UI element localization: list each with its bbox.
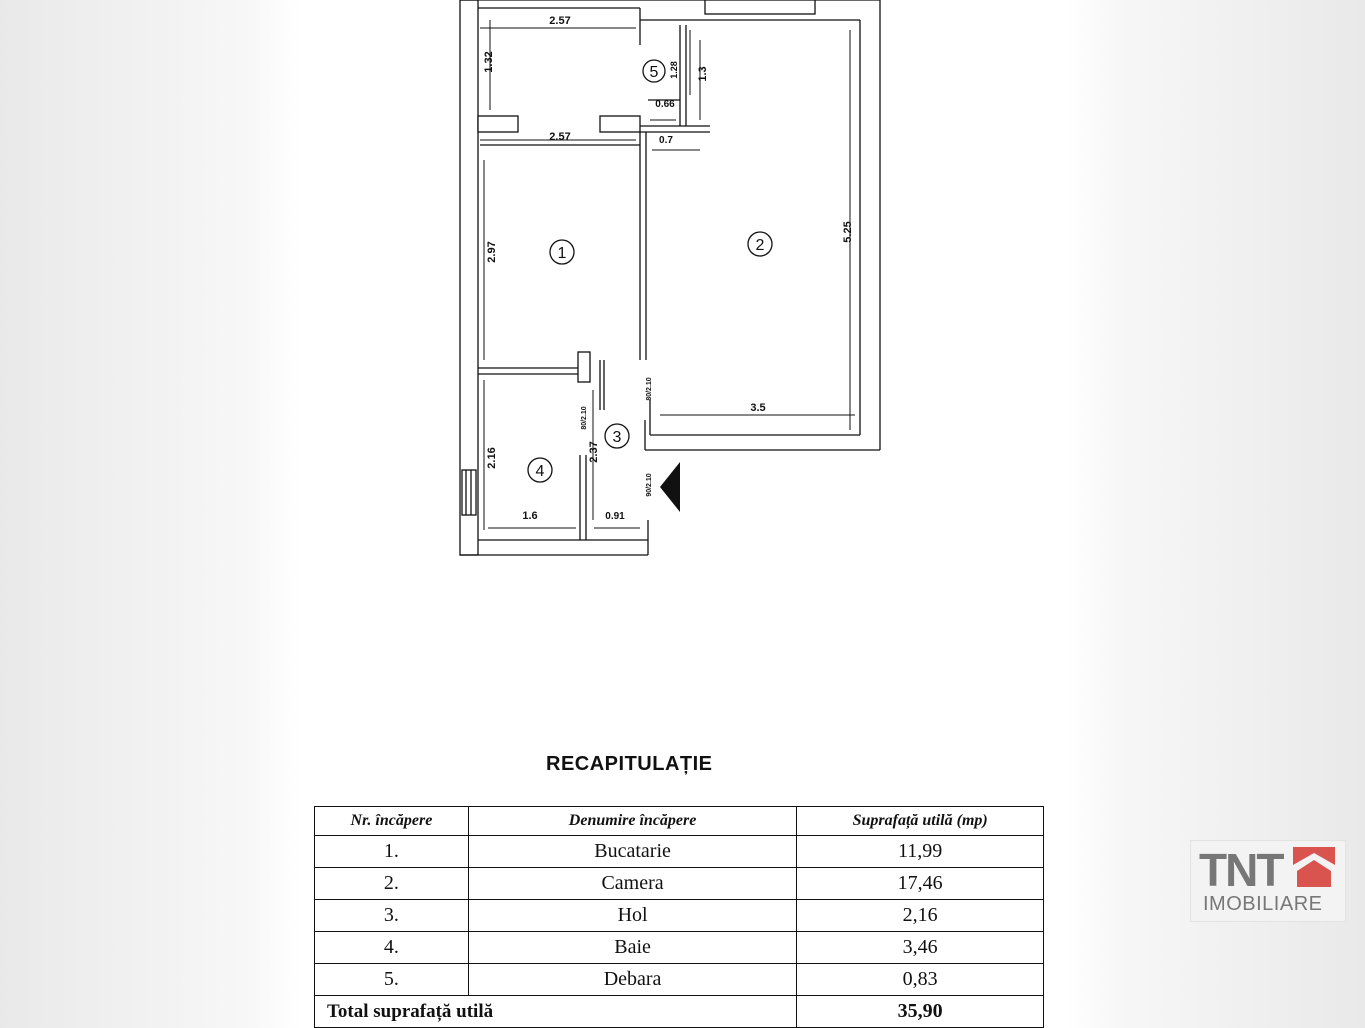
- table-row: [315, 900, 1044, 932]
- door-label-b: 80/2.10: [581, 406, 588, 430]
- dim-297: 2.97: [486, 241, 498, 263]
- door-label-c: 90/2.10: [646, 473, 653, 497]
- dim-216: 2.16: [486, 447, 498, 469]
- logo-text-bottom: IMOBILIARE: [1203, 893, 1323, 915]
- logo-text-top: TNT: [1199, 844, 1283, 896]
- dim-16: 1.6: [522, 510, 538, 522]
- row-name: Hol: [468, 900, 797, 932]
- header-nr: Nr. încăpere: [315, 807, 469, 836]
- brand-logo: [1190, 840, 1346, 922]
- row-area: 11,99: [797, 836, 1044, 868]
- row-name: Bucatarie: [468, 836, 797, 868]
- row-nr: 5.: [315, 964, 469, 996]
- table-row: [315, 964, 1044, 996]
- dim-128: 1.28: [669, 61, 679, 79]
- header-name: Denumire încăpere: [468, 807, 797, 836]
- room-label-2: 2: [755, 237, 765, 254]
- row-nr: 1.: [315, 836, 469, 868]
- table-header-row: [315, 807, 1044, 836]
- header-area: Suprafață utilă (mp): [797, 807, 1044, 836]
- table-row: [315, 836, 1044, 868]
- total-label: Total suprafață utilă: [315, 996, 797, 1028]
- dim-07: 0.7: [659, 135, 673, 146]
- total-value: 35,90: [797, 996, 1044, 1028]
- dim-35: 3.5: [750, 402, 766, 414]
- dim-525: 5.25: [842, 221, 854, 243]
- row-area: 0,83: [797, 964, 1044, 996]
- door-label-a: 80/2.10: [646, 377, 653, 401]
- dim-257-mid: 2.57: [549, 131, 571, 143]
- dim-066: 0.66: [655, 99, 675, 110]
- row-name: Baie: [468, 932, 797, 964]
- room-label-1: 1: [557, 245, 567, 262]
- outer-walls: [460, 0, 880, 555]
- row-area: 2,16: [797, 900, 1044, 932]
- table-row: [315, 932, 1044, 964]
- house-roof-icon: [1293, 847, 1335, 887]
- entrance-arrow-icon: [660, 462, 680, 512]
- room-label-4: 4: [535, 463, 545, 480]
- dim-132: 1.32: [483, 51, 495, 73]
- dim-091: 0.91: [605, 511, 625, 522]
- dim-237: 2.37: [588, 441, 600, 463]
- row-name: Debara: [468, 964, 797, 996]
- row-nr: 4.: [315, 932, 469, 964]
- row-nr: 2.: [315, 868, 469, 900]
- row-nr: 3.: [315, 900, 469, 932]
- room-label-5: 5: [649, 64, 659, 81]
- room-label-3: 3: [612, 429, 622, 446]
- dimension-lines: [480, 20, 855, 530]
- recap-table: [314, 806, 1044, 1028]
- dim-257-top: 2.57: [549, 15, 571, 27]
- total-row: [315, 996, 1044, 1028]
- dim-13: 1.3: [697, 66, 709, 82]
- row-area: 3,46: [797, 932, 1044, 964]
- recap-title: RECAPITULAȚIE: [546, 753, 713, 775]
- table-row: [315, 868, 1044, 900]
- row-name: Camera: [468, 868, 797, 900]
- row-area: 17,46: [797, 868, 1044, 900]
